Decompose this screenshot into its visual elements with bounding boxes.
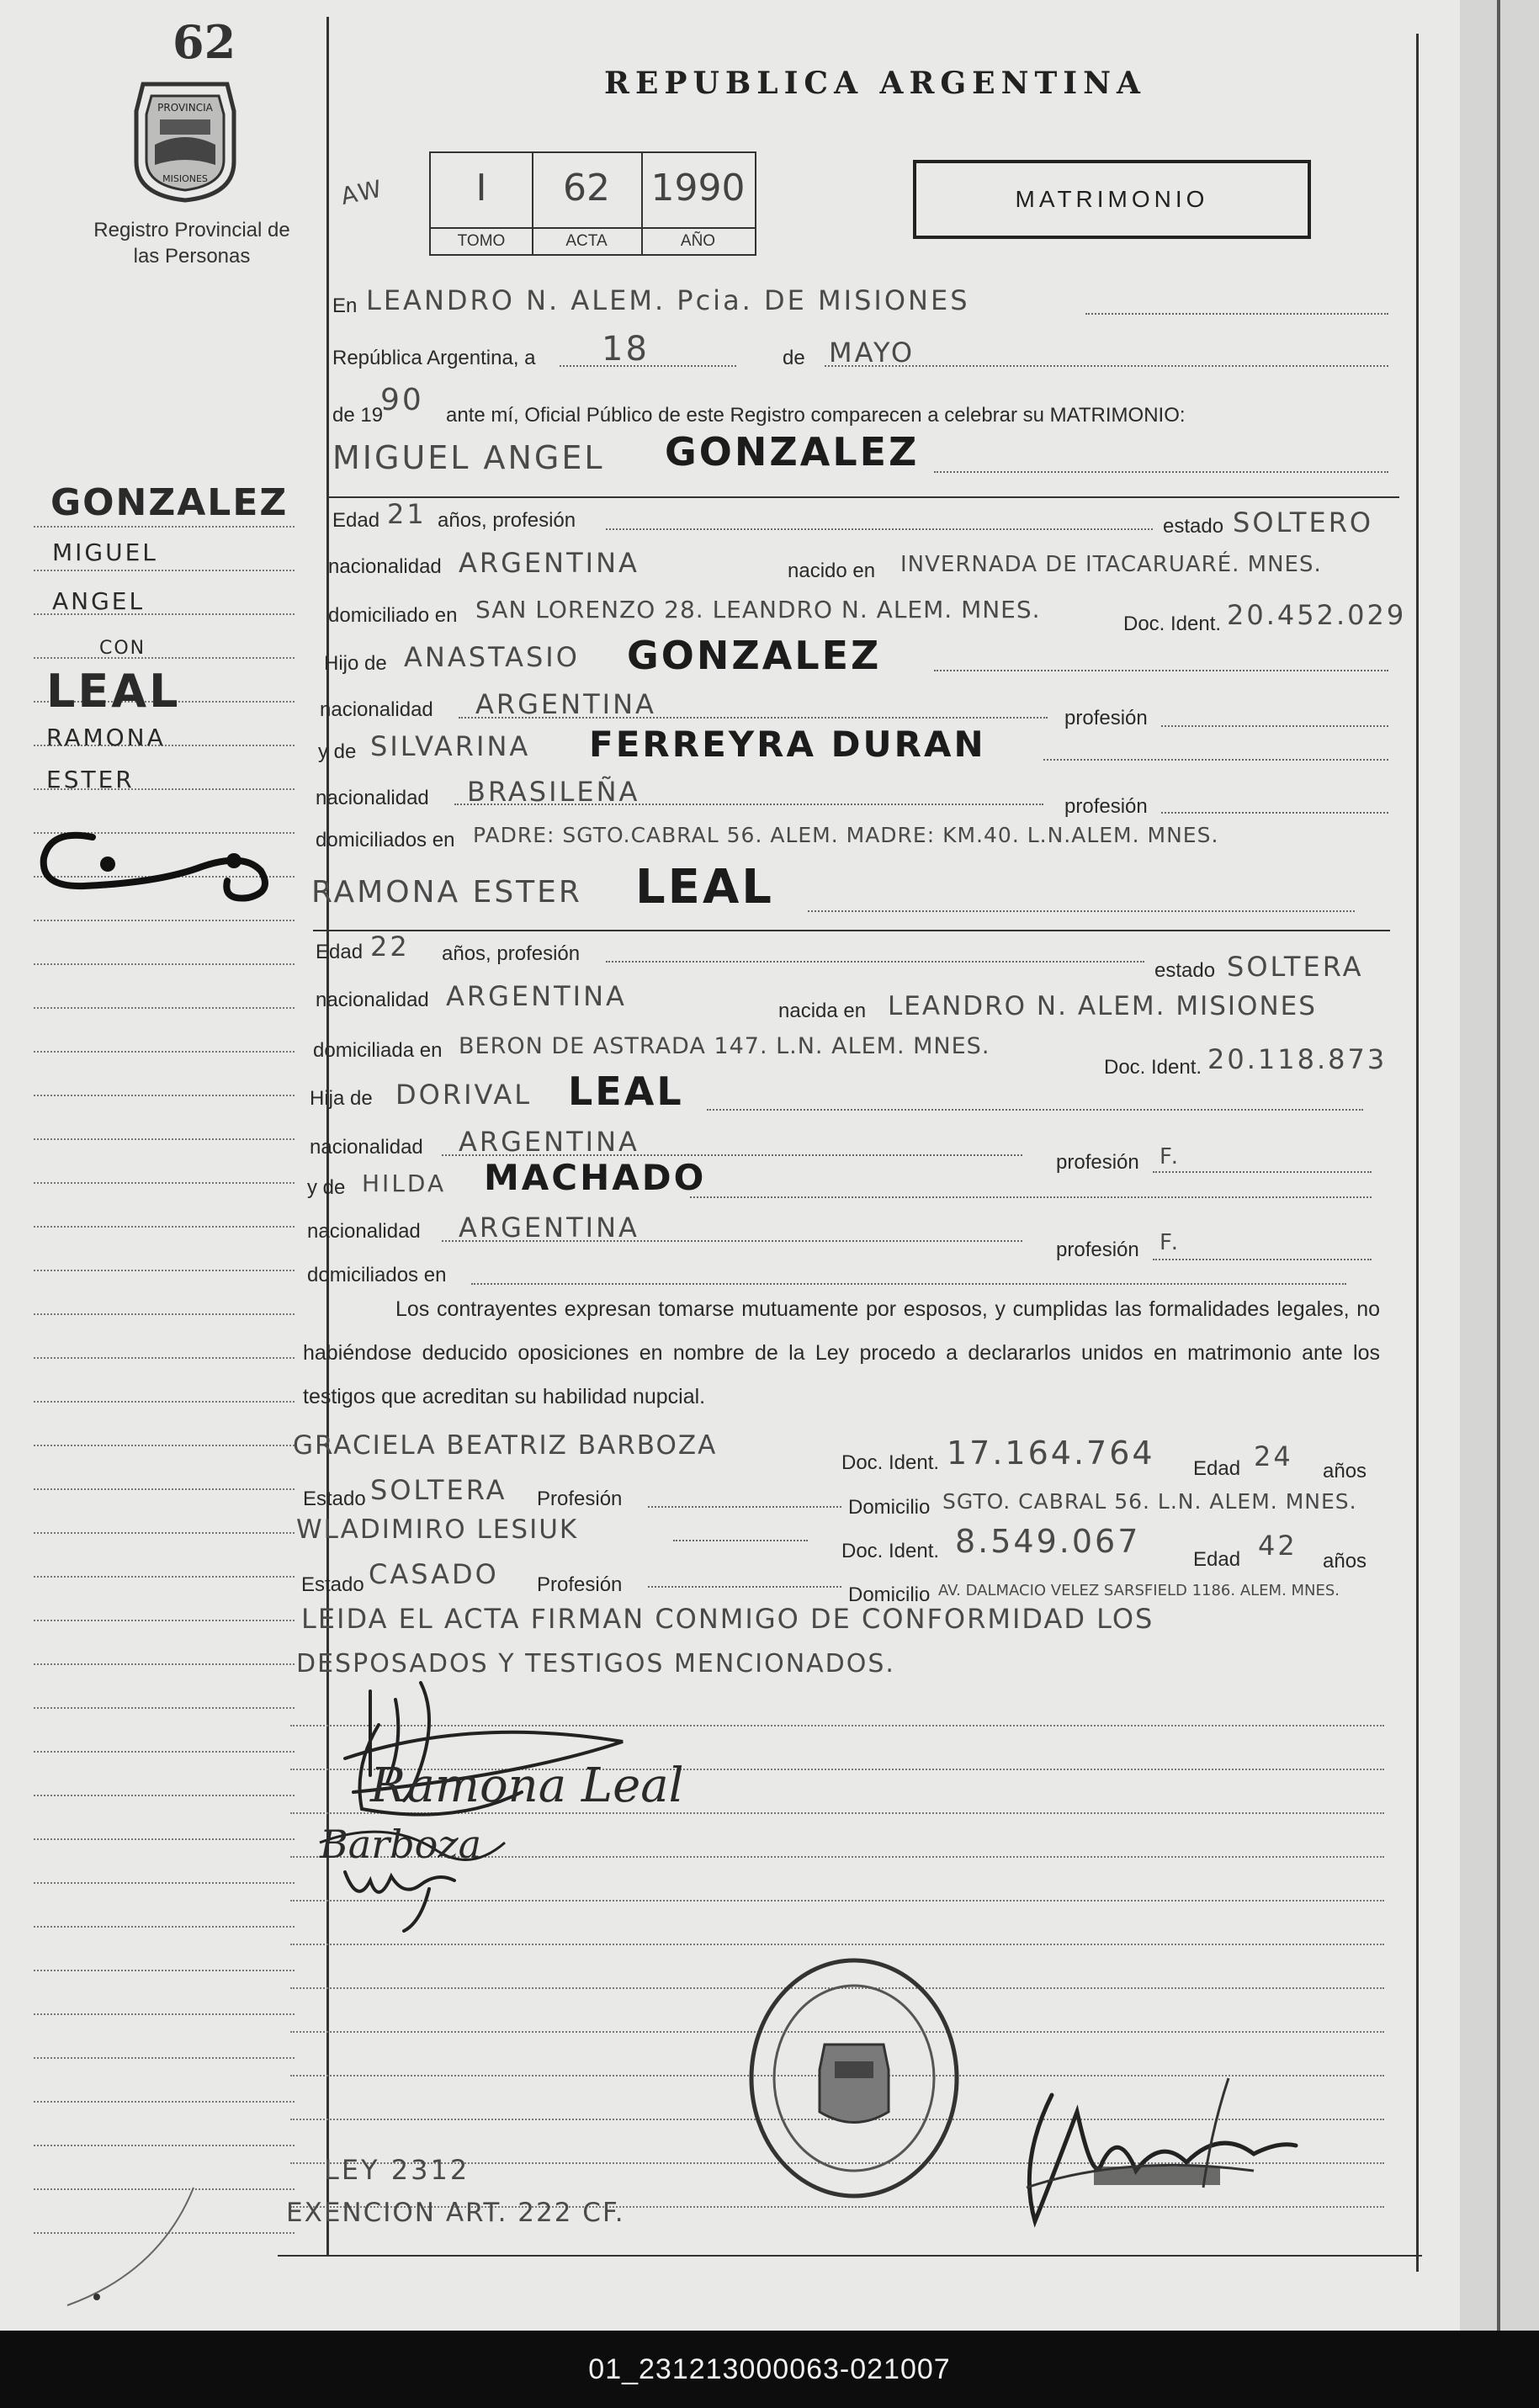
anio-label: AÑO xyxy=(641,227,755,251)
witness1-status: SOLTERA xyxy=(370,1474,507,1506)
ruled-line xyxy=(34,1488,295,1490)
groom-yde-label: y de xyxy=(318,740,357,763)
groom-surname: GONZALEZ xyxy=(665,429,920,475)
ruled-line xyxy=(34,526,295,528)
groom-hijo-label: Hijo de xyxy=(324,652,387,675)
margin-flourish-icon xyxy=(34,820,278,913)
witness1-estado-label: Estado xyxy=(303,1488,366,1510)
tomo-label: TOMO xyxy=(431,227,532,251)
bride-age: 22 xyxy=(370,931,410,963)
witness2-doc-label: Doc. Ident. xyxy=(841,1540,940,1562)
adjacent-page-edge xyxy=(1460,0,1539,2331)
ley-note: LEY 2312 xyxy=(324,2154,470,2186)
ruled-line xyxy=(34,1138,295,1140)
acta-label: ACTA xyxy=(532,227,641,251)
bride-parents-dom-label: domiciliados en xyxy=(307,1264,447,1286)
groom-estado-label: estado xyxy=(1163,515,1224,538)
de-label: de xyxy=(783,347,805,369)
groom-parents-dom-label: domiciliados en xyxy=(316,829,455,851)
exencion-note: EXENCION ART. 222 CF. xyxy=(286,2198,625,2228)
republica-label: República Argentina, a xyxy=(332,347,536,369)
ruled-line xyxy=(34,2145,295,2146)
province-seal-icon xyxy=(126,77,244,204)
bride-nacionalidad-label: nacionalidad xyxy=(316,989,429,1011)
margin-groom-first: MIGUEL xyxy=(52,538,158,566)
ruled-line xyxy=(34,920,295,921)
closing-line-1: LEIDA EL ACTA FIRMAN CONMIGO DE CONFORMIDAD LOS xyxy=(301,1603,1154,1635)
witness2-domicilio-label: Domicilio xyxy=(848,1583,931,1606)
en-label: En xyxy=(332,294,358,317)
ruled-line xyxy=(34,1838,295,1840)
groom-age: 21 xyxy=(387,498,427,530)
place-value: LEANDRO N. ALEM. Pcia. DE MISIONES xyxy=(366,284,970,316)
bride-birthplace: LEANDRO N. ALEM. MISIONES xyxy=(888,991,1317,1021)
witness2-signature-icon xyxy=(328,1847,480,1939)
ruled-line xyxy=(34,2013,295,2015)
margin-con: CON xyxy=(99,638,146,659)
ruled-line xyxy=(34,1007,295,1009)
margin-groom-second: ANGEL xyxy=(52,587,146,615)
right-border xyxy=(1416,34,1419,2272)
ruled-line xyxy=(34,1313,295,1315)
ruled-line xyxy=(34,1795,295,1796)
bride-father-surname: LEAL xyxy=(568,1069,684,1114)
tomo-value: I xyxy=(475,167,487,210)
bride-yde-label: y de xyxy=(307,1176,346,1199)
margin-bride-first: RAMONA xyxy=(46,724,166,751)
ruled-line xyxy=(34,1532,295,1534)
witness1-edad-label: Edad xyxy=(1193,1457,1241,1480)
bride-mother-profession: F. xyxy=(1160,1230,1181,1255)
bride-signature: Ramona Leal xyxy=(370,1758,684,1813)
margin-bride-surname: LEAL xyxy=(46,665,181,718)
groom-nacido-label: nacido en xyxy=(788,560,876,582)
ruled-line xyxy=(34,1270,295,1271)
ruled-line xyxy=(34,1226,295,1228)
official-signature-icon xyxy=(1001,2061,1321,2255)
margin-bride-second: ESTER xyxy=(46,766,135,793)
groom-father-surname: GONZALEZ xyxy=(627,633,882,678)
declaration-text: Los contrayentes expresan tomarse mutuamente por esposos, y cumplidas las formalidades legales, no habiéndose deducido oposiciones en nombre de la Ley procedo a declararlos unidos en matrimonio ante los testigos que acreditan su habilidad nupcial. xyxy=(303,1297,1380,1408)
witness2-estado-label: Estado xyxy=(301,1573,364,1596)
bride-profesion-label: años, profesión xyxy=(442,942,581,965)
ruled-line xyxy=(34,1576,295,1578)
ruled-line xyxy=(34,1751,295,1753)
official-stamp-icon xyxy=(740,1952,968,2204)
witness1-doc-label: Doc. Ident. xyxy=(841,1451,940,1474)
groom-birthplace: INVERNADA DE ITACARUARÉ. MNES. xyxy=(900,552,1322,577)
closing-line-2: DESPOSADOS Y TESTIGOS MENCIONADOS. xyxy=(296,1649,895,1679)
ruled-line xyxy=(34,1663,295,1665)
bride-domicilio-label: domiciliada en xyxy=(313,1039,443,1062)
groom-parents-address: PADRE: SGTO.CABRAL 56. ALEM. MADRE: KM.40. L.N.ALEM. MNES. xyxy=(473,823,1219,847)
bottom-border xyxy=(278,2255,1422,2257)
year-prefix: de 19 xyxy=(332,404,384,427)
bride-estado-label: estado xyxy=(1154,959,1216,982)
bride-mother-nat-label: nacionalidad xyxy=(307,1220,421,1243)
statement-text: ante mí, Oficial Público de este Registro comparecen a celebrar su MATRIMONIO: xyxy=(446,404,1186,427)
bride-nacida-label: nacida en xyxy=(778,1000,867,1022)
footer-id: 01_231213000063-021007 xyxy=(0,2331,1539,2408)
ruled-line xyxy=(34,657,295,659)
bride-father-given: DORIVAL xyxy=(395,1079,533,1111)
ruled-line xyxy=(290,1944,1384,1945)
groom-mother-given: SILVARINA xyxy=(370,730,531,762)
aw-note: AW xyxy=(338,174,387,210)
bride-hija-label: Hija de xyxy=(310,1087,373,1110)
bride-edad-label: Edad xyxy=(316,941,364,963)
ruled-line xyxy=(34,1051,295,1053)
witness1-profesion-label: Profesión xyxy=(537,1488,623,1510)
groom-father-nat-label: nacionalidad xyxy=(320,698,433,721)
ruled-line xyxy=(34,1620,295,1621)
acta-value: 62 xyxy=(563,167,610,210)
bride-mother-prof-label: profesión xyxy=(1056,1238,1139,1261)
witness1-anos-label: años xyxy=(1323,1460,1367,1482)
bride-father-prof-label: profesión xyxy=(1056,1151,1139,1174)
bride-doc-label: Doc. Ident. xyxy=(1104,1056,1202,1079)
witness1-domicilio-label: Domicilio xyxy=(848,1496,931,1519)
witness1-address: SGTO. CABRAL 56. L.N. ALEM. MNES. xyxy=(942,1489,1357,1514)
witness2-name: WLADIMIRO LESIUK xyxy=(296,1514,579,1545)
ruled-line xyxy=(34,2101,295,2103)
groom-given-names: MIGUEL ANGEL xyxy=(332,439,605,476)
groom-nacionalidad-label: nacionalidad xyxy=(328,555,442,578)
ruled-line xyxy=(34,570,295,571)
registry-name: Registro Provincial de las Personas xyxy=(93,219,290,268)
witness1-age: 24 xyxy=(1254,1440,1293,1472)
witness2-edad-label: Edad xyxy=(1193,1548,1241,1571)
bride-given-names: RAMONA ESTER xyxy=(311,875,582,910)
bride-address: BERON DE ASTRADA 147. L.N. ALEM. MNES. xyxy=(459,1033,990,1059)
groom-mother-prof-label: profesión xyxy=(1064,795,1148,818)
ruled-line xyxy=(34,1182,295,1184)
groom-father-nationality: ARGENTINA xyxy=(475,688,656,720)
witness2-age: 42 xyxy=(1258,1530,1298,1562)
reference-box xyxy=(429,151,756,256)
month-value: MAYO xyxy=(829,337,915,369)
groom-father-prof-label: profesión xyxy=(1064,707,1148,729)
witness1-doc: 17.164.764 xyxy=(947,1435,1155,1472)
ruled-line xyxy=(34,1357,295,1359)
ruled-line xyxy=(34,1926,295,1928)
country-title: REPUBLICA ARGENTINA xyxy=(604,66,1146,101)
ruled-line xyxy=(34,1445,295,1446)
witness1-signature: Barboza xyxy=(320,1822,482,1867)
witness2-anos-label: años xyxy=(1323,1550,1367,1573)
anio-value: 1990 xyxy=(650,167,746,210)
page-number: 62 xyxy=(172,15,236,69)
bride-surname: LEAL xyxy=(635,860,774,915)
document-type-box: MATRIMONIO xyxy=(913,160,1311,239)
witness2-profesion-label: Profesión xyxy=(537,1573,623,1596)
bride-father-profession: F. xyxy=(1160,1144,1181,1170)
bride-father-nationality: ARGENTINA xyxy=(459,1126,639,1158)
groom-mother-surname: FERREYRA DURAN xyxy=(589,724,986,765)
groom-nationality: ARGENTINA xyxy=(459,547,639,579)
bride-doc: 20.118.873 xyxy=(1207,1043,1388,1075)
ruled-line xyxy=(34,963,295,965)
year-suffix: 90 xyxy=(380,383,424,417)
groom-father-given: ANASTASIO xyxy=(404,641,580,673)
ruled-line xyxy=(34,1707,295,1709)
groom-status: SOLTERO xyxy=(1233,507,1374,538)
witness1-name: GRACIELA BEATRIZ BARBOZA xyxy=(293,1430,718,1461)
bride-nationality: ARGENTINA xyxy=(446,980,627,1012)
ruled-line xyxy=(34,2057,295,2059)
witness2-doc: 8.549.067 xyxy=(955,1523,1141,1560)
ruled-line xyxy=(34,1401,295,1403)
bride-mother-nationality: ARGENTINA xyxy=(459,1212,639,1244)
seal-text-top: PROVINCIA xyxy=(157,102,213,114)
pencil-mark-icon xyxy=(34,2171,202,2331)
groom-edad-label: Edad xyxy=(332,509,380,532)
witness2-address: AV. DALMACIO VELEZ SARSFIELD 1186. ALEM. MNES. xyxy=(938,1582,1340,1599)
groom-mother-nat-label: nacionalidad xyxy=(316,787,429,809)
ruled-line xyxy=(34,1095,295,1096)
bride-status: SOLTERA xyxy=(1227,951,1364,983)
groom-profesion-label: años, profesión xyxy=(438,509,576,532)
groom-mother-nationality: BRASILEÑA xyxy=(467,776,640,808)
ruled-line xyxy=(34,1970,295,1971)
groom-domicilio-label: domiciliado en xyxy=(328,604,458,627)
margin-groom-surname: GONZALEZ xyxy=(50,481,289,524)
day-value: 18 xyxy=(602,330,650,369)
groom-doc: 20.452.029 xyxy=(1227,599,1407,631)
bride-mother-given: HILDA xyxy=(362,1170,447,1197)
witness2-status: CASADO xyxy=(369,1558,499,1590)
seal-text-bottom: MISIONES xyxy=(162,173,208,184)
ruled-line xyxy=(34,1882,295,1884)
groom-address: SAN LORENZO 28. LEANDRO N. ALEM. MNES. xyxy=(475,596,1041,623)
groom-doc-label: Doc. Ident. xyxy=(1123,613,1222,635)
bride-father-nat-label: nacionalidad xyxy=(310,1136,423,1159)
bride-mother-surname: MACHADO xyxy=(484,1157,707,1198)
